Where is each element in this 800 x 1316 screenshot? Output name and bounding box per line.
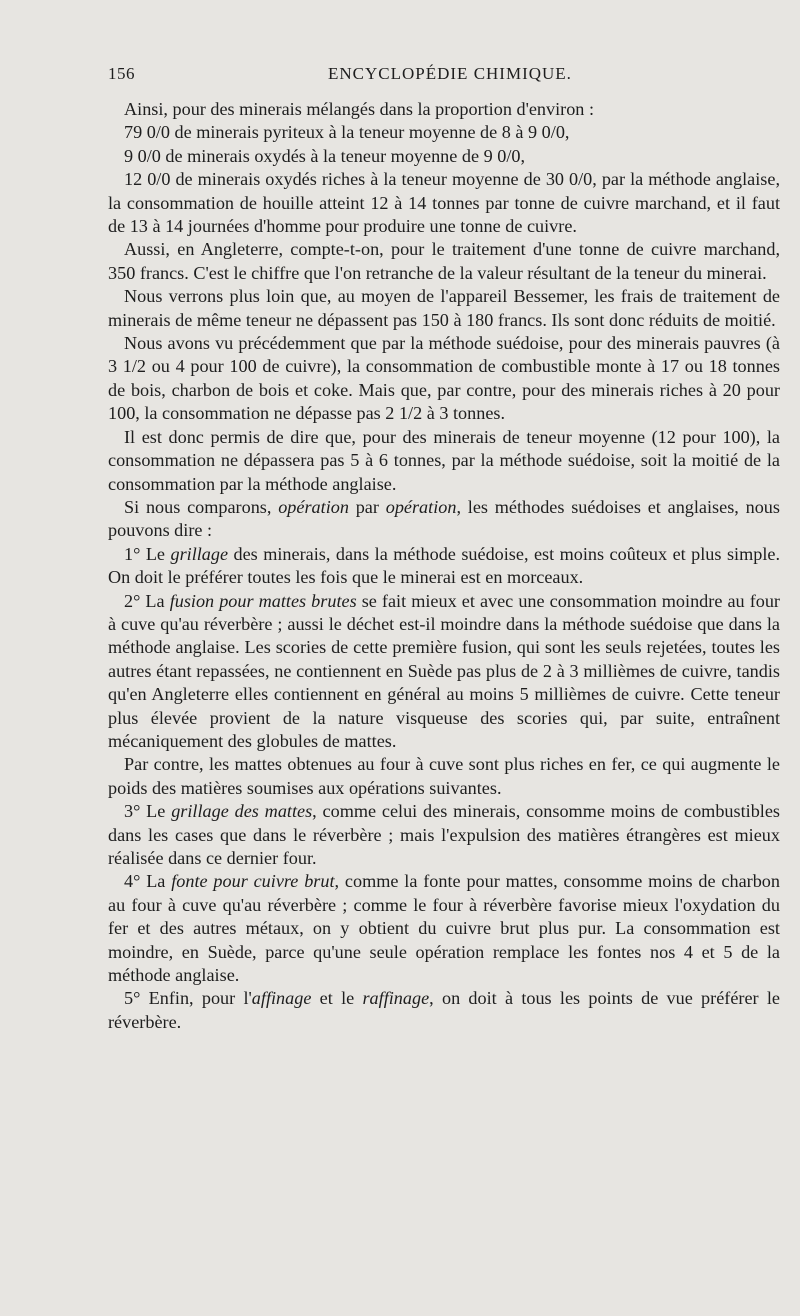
paragraph: 12 0/0 de minerais oxydés riches à la teneur moyenne de 30 0/0, par la méthode anglaise, la consommation de houille atteint 12 à 14 tonnes par tonne de cuivre marchand, et il faut de 13 à 14 journées d'homme pour produire une tonne de cuivre.	[108, 169, 780, 237]
paragraph: Aussi, en Angleterre, compte-t-on, pour le traitement d'une tonne de cuivre marchand, 350 francs. C'est le chiffre que l'on retranche de la valeur résultant de la teneur du minerai.	[108, 239, 780, 283]
paragraph: 1° Le grillage des minerais, dans la méthode suédoise, est moins coûteux et plus simple. On doit le préférer toutes les fois que le minerai est en morceaux.	[108, 543, 780, 588]
paragraph: Nous avons vu précédemment que par la méthode suédoise, pour des minerais pauvres (à 3 1/2 ou 4 pour 100 de cuivre), la consommation de combustible monte à 17 ou 18 tonnes de bois, charbon de bois et coke. Mais que, par contre, pour des minerais riches à 20 pour 100, la consommation ne dépasse pas 2 1/2 à 3 tonnes.	[108, 333, 780, 424]
italic-term: fonte pour cuivre brut	[171, 871, 335, 892]
body-text	[108, 98, 780, 1034]
page-number: 156	[108, 64, 135, 83]
paragraph: Par contre, les mattes obtenues au four à cuve sont plus riches en fer, ce qui augmente le poids des matières soumises aux opérations suivantes.	[108, 754, 780, 798]
paragraph: 3° Le grillage des mattes, comme celui des minerais, consomme moins de combustibles dans les cases que dans le réverbère ; mais l'expulsion des matières étrangères est mieux réalisée dans ce dernier four.	[108, 801, 780, 868]
paragraph: Nous verrons plus loin que, au moyen de l'appareil Bessemer, les frais de traitement de minerais de même teneur ne dépassent pas 150 à 180 francs. Ils sont donc réduits de moitié.	[108, 286, 780, 330]
paragraph: 79 0/0 de minerais pyriteux à la teneur moyenne de 8 à 9 0/0,	[124, 122, 570, 143]
italic-term: raffinage	[362, 988, 430, 1009]
page-header	[108, 64, 780, 86]
paragraph: 5° Enfin, pour l'affinage et le raffinage, on doit à tous les points de vue préférer le réverbère.	[108, 988, 780, 1032]
italic-term: affinage	[251, 988, 312, 1009]
italic-term: grillage des mattes	[171, 801, 313, 822]
paragraph: 4° La fonte pour cuivre brut, comme la fonte pour mattes, consomme moins de charbon au four à cuve qu'au réverbère ; comme le four à réverbère favorise mieux l'oxydation du fer et des autres métaux, on y obtient du cuivre brut plus pur. La consommation est moindre, en Suède, parce qu'une seule opération remplace les fontes nos 4 et 5 de la méthode anglaise.	[108, 871, 780, 986]
running-title: ENCYCLOPÉDIE CHIMIQUE.	[328, 64, 572, 83]
paragraph: Ainsi, pour des minerais mélangés dans la proportion d'environ :	[124, 99, 594, 119]
italic-term: opération	[278, 496, 349, 517]
paragraph: Si nous comparons, opération par opération, les méthodes suédoises et anglaises, nous pouvons dire :	[108, 496, 780, 541]
paragraph: 2° La fusion pour mattes brutes se fait mieux et avec une consommation moindre au four à cuve qu'au réverbère ; aussi le déchet est-il moindre dans la méthode suédoise que dans la méthode anglaise. Les scories de cette première fusion, qui sont les seuls rejetées, toutes les autres étant repassées, ne contiennent en Suède pas plus de 2 à 3 millièmes de cuivre, tandis qu'en Angleterre elles contiennent en général au moins 5 millièmes de cuivre. Cette teneur plus élevée provient de la nature visqueuse des scories qui, par suite, entraînent mécaniquement des globules de mattes.	[108, 590, 780, 751]
paragraph: 9 0/0 de minerais oxydés à la teneur moyenne de 9 0/0,	[124, 145, 526, 166]
italic-term: grillage	[170, 543, 229, 564]
paragraph: Il est donc permis de dire que, pour des minerais de teneur moyenne (12 pour 100), la consommation ne dépassera pas 5 à 6 tonnes, par la méthode suédoise, soit la moitié de la consommation par la méthode anglaise.	[108, 426, 780, 494]
italic-term: fusion pour mattes brutes	[169, 590, 357, 611]
italic-term: opération	[385, 496, 457, 517]
